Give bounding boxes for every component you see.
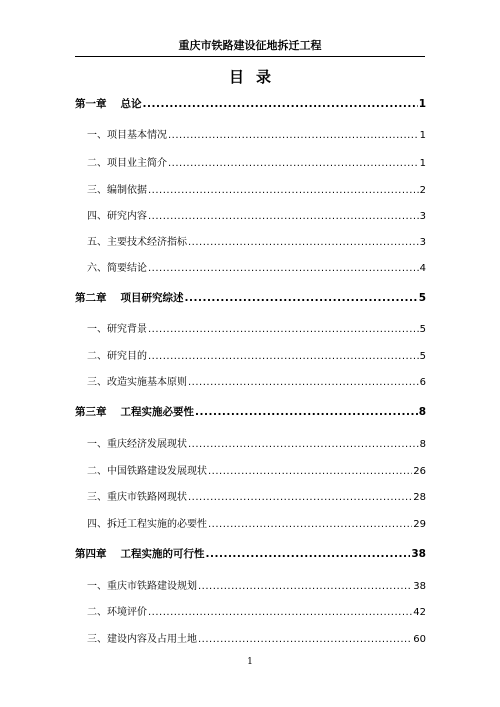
- toc-number: 二、: [87, 158, 107, 169]
- toc-label: 主要技术经济指标: [107, 237, 187, 248]
- toc-page-number: 26: [413, 466, 426, 477]
- toc-label: 改造实施基本原则: [107, 377, 187, 388]
- toc-number: 二、: [87, 351, 107, 362]
- toc-section[interactable]: [75, 262, 426, 275]
- toc-page-number: 1: [419, 130, 426, 141]
- toc-label: 研究目的: [107, 351, 147, 362]
- dot-leader: [188, 376, 419, 389]
- toc-number: 一、: [87, 581, 107, 592]
- toc-label: 编制依据: [107, 185, 147, 196]
- toc-chapter-2[interactable]: [75, 292, 426, 305]
- toc-section[interactable]: [75, 210, 426, 223]
- toc-chapter-3[interactable]: [75, 406, 426, 419]
- toc-page-number: 29: [413, 519, 426, 530]
- dot-leader: [206, 548, 411, 561]
- toc-section[interactable]: [75, 438, 426, 451]
- toc-section[interactable]: [75, 157, 426, 170]
- toc-number: 三、: [87, 634, 107, 645]
- toc-label: 拆迁工程实施的必要性: [107, 519, 207, 530]
- toc-number: 三、: [87, 492, 107, 503]
- dot-leader: [148, 210, 419, 223]
- toc-number: 四、: [87, 211, 107, 222]
- toc-section[interactable]: [75, 184, 426, 197]
- dot-leader: [208, 465, 412, 478]
- dot-leader: [185, 292, 418, 305]
- toc-chapter-1[interactable]: [75, 98, 426, 111]
- toc-page-number: 38: [413, 581, 426, 592]
- toc-page-number: 28: [413, 492, 426, 503]
- toc-label: 重庆经济发展现状: [107, 439, 187, 450]
- dot-leader: [148, 262, 419, 275]
- toc-section[interactable]: [75, 350, 426, 363]
- toc-label: 中国铁路建设发展现状: [107, 466, 207, 477]
- dot-leader: [188, 236, 419, 249]
- dot-leader: [148, 184, 419, 197]
- dot-leader: [195, 406, 418, 419]
- toc-page-number: 42: [413, 607, 426, 618]
- toc-label: 项目研究综述: [120, 292, 184, 304]
- dot-leader: [148, 606, 412, 619]
- dot-leader: [208, 518, 412, 531]
- toc-section[interactable]: [75, 236, 426, 249]
- toc-page-number: 3: [419, 237, 426, 248]
- dot-leader: [188, 438, 419, 451]
- toc-section[interactable]: [75, 633, 426, 646]
- dot-leader: [198, 580, 412, 593]
- toc-chapter-4[interactable]: [75, 548, 426, 561]
- toc-label: 项目业主简介: [107, 158, 167, 169]
- toc-number: 第一章: [75, 98, 107, 110]
- dot-leader: [148, 350, 419, 363]
- toc-number: 第四章: [75, 548, 107, 560]
- page-number: 1: [247, 657, 253, 667]
- toc-page-number: 60: [413, 634, 426, 645]
- toc-label: 项目基本情况: [107, 130, 167, 141]
- toc-page-number: 8: [418, 406, 426, 418]
- toc-number: 二、: [87, 466, 107, 477]
- toc-section[interactable]: [75, 465, 426, 478]
- toc-section[interactable]: [75, 376, 426, 389]
- toc-section[interactable]: [75, 129, 426, 142]
- toc-number: 一、: [87, 324, 107, 335]
- toc-section[interactable]: [75, 606, 426, 619]
- dot-leader: [148, 323, 419, 336]
- toc-label: 环境评价: [107, 607, 147, 618]
- toc-page-number: 5: [418, 292, 426, 304]
- toc-page-number: 5: [419, 324, 426, 335]
- toc-label: 工程实施必要性: [120, 406, 194, 418]
- toc-page-number: 1: [419, 158, 426, 169]
- toc-label: 简要结论: [107, 263, 147, 274]
- toc-page-number: 38: [411, 548, 426, 560]
- toc-number: 第三章: [75, 406, 107, 418]
- toc-page-number: 6: [419, 377, 426, 388]
- toc-page-number: 2: [419, 185, 426, 196]
- toc-section[interactable]: [75, 518, 426, 531]
- toc-number: 三、: [87, 377, 107, 388]
- header-rule: [75, 56, 425, 57]
- dot-leader: [198, 633, 412, 646]
- toc-page-number: 4: [419, 263, 426, 274]
- toc-number: 一、: [87, 439, 107, 450]
- toc-number: 四、: [87, 519, 107, 530]
- toc-label: 工程实施的可行性: [120, 548, 205, 560]
- toc-section[interactable]: [75, 323, 426, 336]
- toc-number: 六、: [87, 263, 107, 274]
- toc-page-number: 8: [419, 439, 426, 450]
- dot-leader: [143, 98, 418, 111]
- toc-page-number: 1: [418, 98, 426, 110]
- toc-number: 二、: [87, 607, 107, 618]
- toc-label: 总论: [120, 98, 142, 110]
- toc-number: 五、: [87, 237, 107, 248]
- dot-leader: [168, 129, 419, 142]
- toc-label: 重庆市铁路建设规划: [107, 581, 197, 592]
- toc-page-number: 3: [419, 211, 426, 222]
- running-header: 重庆市铁路建设征地拆迁工程: [178, 39, 322, 52]
- toc-label: 建设内容及占用土地: [107, 634, 197, 645]
- toc-number: 第二章: [75, 292, 107, 304]
- toc-title: 目录: [228, 68, 283, 86]
- toc-number: 三、: [87, 185, 107, 196]
- toc-section[interactable]: [75, 580, 426, 593]
- toc-label: 研究背景: [107, 324, 147, 335]
- toc-section[interactable]: [75, 491, 426, 504]
- toc-number: 一、: [87, 130, 107, 141]
- toc-label: 研究内容: [107, 211, 147, 222]
- dot-leader: [188, 491, 412, 504]
- toc-page-number: 5: [419, 351, 426, 362]
- dot-leader: [168, 157, 419, 170]
- toc-label: 重庆市铁路网现状: [107, 492, 187, 503]
